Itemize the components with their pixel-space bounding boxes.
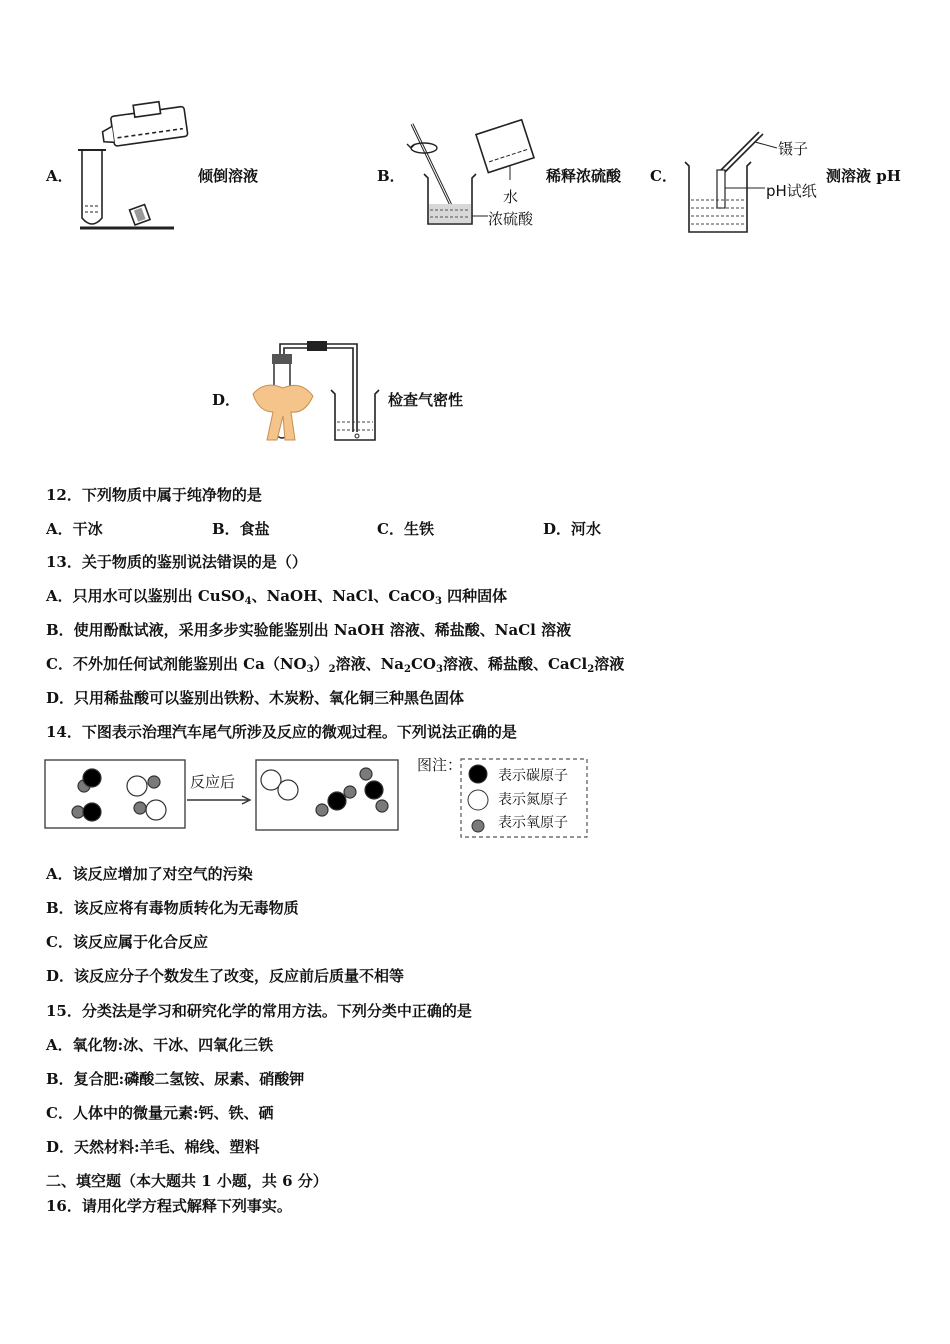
q12-option-a: A．干冰: [46, 520, 103, 538]
q14-arrow-label: 反应后: [190, 773, 236, 791]
q14-legend-title: 图注：: [417, 756, 463, 774]
figure-d-airtight-diagram: [245, 336, 385, 444]
q15-stem: 15．分类法是学习和研究化学的常用方法。下列分类中正确的是: [46, 1002, 472, 1020]
figure-d-letter: D．: [212, 391, 241, 409]
q14-legend-nitrogen: 表示氮原子: [498, 792, 568, 808]
q14-option-d: D．该反应分子个数发生了改变，反应前后质量不相等: [46, 967, 405, 985]
q13-option-a: A．只用水可以鉴别出 CuSO$_4$、NaOH、NaCl、CaCO$_3$ 四种固体: [46, 587, 508, 607]
q12-stem: 12．下列物质中属于纯净物的是: [46, 486, 262, 504]
figure-b-label-acid: 浓硫酸: [488, 210, 534, 228]
q13-option-d: D．只用稀盐酸可以鉴别出铁粉、木炭粉、氧化铜三种黑色固体: [46, 689, 465, 707]
q12-option-c: C．生铁: [377, 520, 434, 538]
figure-c-label-tweezers: 镊子: [778, 140, 809, 158]
q12-option-d: D．河水: [543, 520, 602, 538]
q14-legend-carbon: 表示碳原子: [498, 768, 568, 784]
figure-b-label-water: 水: [503, 188, 519, 206]
q14-option-b: B．该反应将有毒物质转化为无毒物质: [46, 899, 299, 917]
q14-option-a: A．该反应增加了对空气的污染: [46, 865, 253, 883]
figure-a-caption: 倾倒溶液: [198, 167, 259, 185]
q14-stem: 14．下图表示治理汽车尾气所涉及反应的微观过程。下列说法正确的是: [46, 723, 517, 741]
q15-option-c: C．人体中的微量元素:钙、铁、硒: [46, 1104, 274, 1122]
q16-stem: 16．请用化学方程式解释下列事实。: [46, 1197, 292, 1215]
q14-option-c: C．该反应属于化合反应: [46, 933, 208, 951]
q12-option-b: B．食盐: [212, 520, 270, 538]
q13-option-b: B．使用酚酞试液，采用多步实验能鉴别出 NaOH 溶液、稀盐酸、NaCl 溶液: [46, 621, 572, 639]
figure-b-caption: 稀释浓硫酸: [546, 167, 622, 185]
q15-option-a: A．氧化物:冰、干冰、四氧化三铁: [46, 1036, 274, 1054]
figure-a-letter: A．: [46, 167, 73, 185]
figure-c-caption: 测溶液 pH: [826, 167, 901, 185]
q13-option-c: C．不外加任何试剂能鉴别出 $Ca(NO_3)_2$溶液、$Na_2CO_3$溶液、稀盐酸、CaCl$_2$溶液: [46, 655, 625, 675]
section-2-heading: 二、填空题（本大题共 1 小题，共 6 分）: [46, 1172, 328, 1190]
figure-c-letter: C．: [650, 167, 677, 185]
q13-stem: 13．关于物质的鉴别说法错误的是（）: [46, 553, 307, 571]
figure-a-pouring-diagram: [74, 100, 199, 235]
q15-option-d: D．天然材料:羊毛、棉线、塑料: [46, 1138, 260, 1156]
q14-legend-oxygen: 表示氧原子: [498, 815, 568, 831]
figure-d-caption: 检查气密性: [388, 391, 464, 409]
figure-c-label-paper: pH试纸: [766, 182, 817, 200]
q15-option-b: B．复合肥:磷酸二氢铵、尿素、硝酸钾: [46, 1070, 305, 1088]
figure-b-letter: B．: [377, 167, 405, 185]
